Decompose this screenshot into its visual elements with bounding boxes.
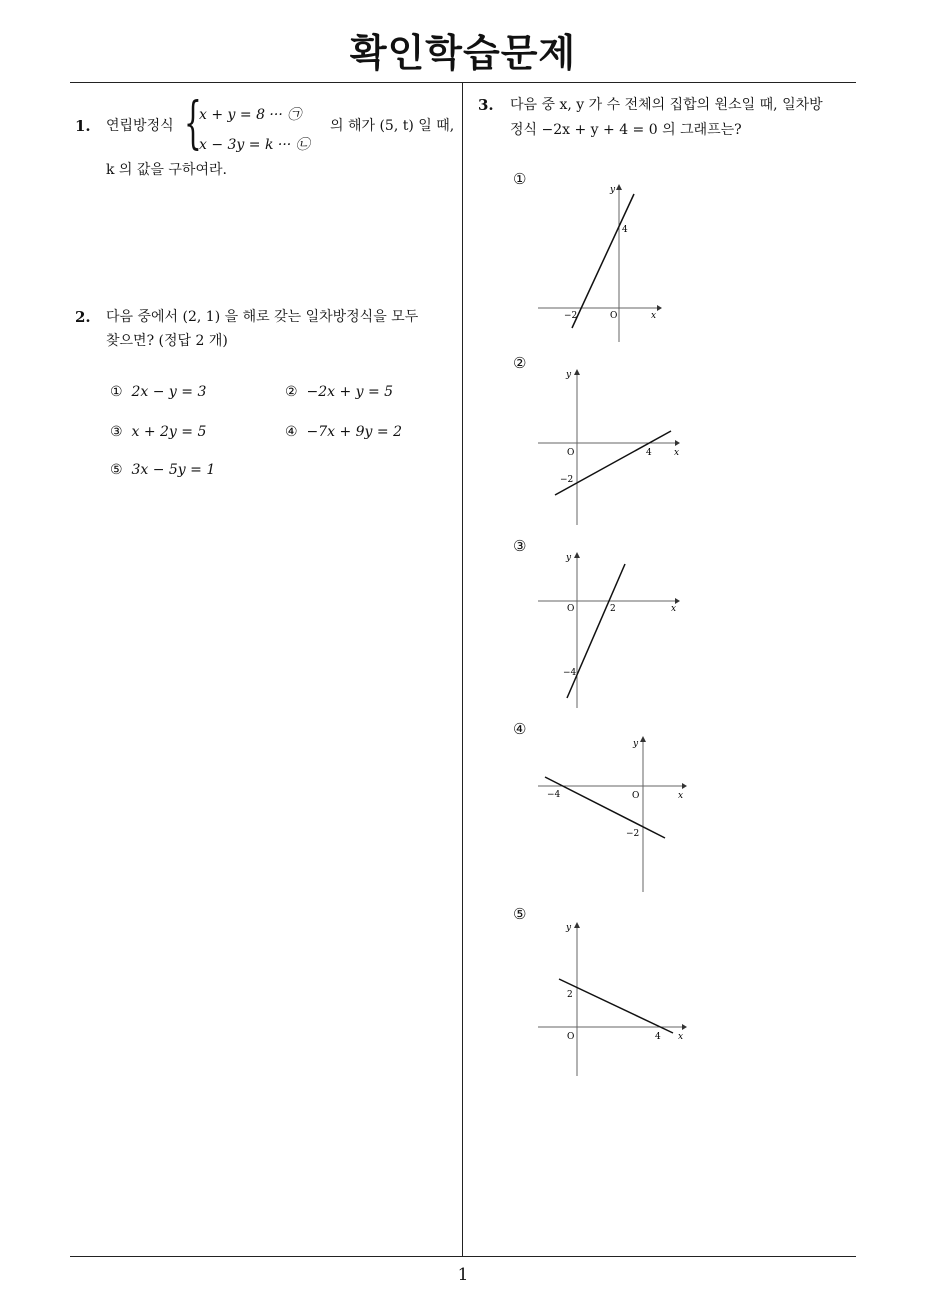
origin-label: O xyxy=(567,1032,575,1042)
header-rule xyxy=(70,82,856,83)
q1-prefix: 연립방정식 xyxy=(106,118,174,134)
choice-mark: ③ xyxy=(110,424,123,440)
q3-line1: 다음 중 x, y 가 수 전체의 집합의 원소일 때, 일차방 xyxy=(510,97,823,113)
q3-graph-5[interactable] xyxy=(530,918,690,1083)
y-intercept-label: 4 xyxy=(622,225,628,235)
x-intercept-label: 4 xyxy=(655,1032,661,1042)
q1-line2: k 의 값을 구하여라. xyxy=(106,162,227,178)
choice-text: 2x − y = 3 xyxy=(131,384,207,400)
y-intercept-label: −2 xyxy=(560,475,574,485)
x-intercept-label: 4 xyxy=(646,448,652,458)
choice-mark: ① xyxy=(110,384,123,400)
q3-graph-3[interactable] xyxy=(530,548,690,713)
q2-choice-5[interactable] xyxy=(110,462,215,478)
q3-choice-2-mark[interactable]: ② xyxy=(513,354,527,372)
x-intercept-label: 2 xyxy=(610,604,616,614)
x-intercept-label: −2 xyxy=(564,311,578,321)
origin-label: O xyxy=(567,448,575,458)
q3-graph-4[interactable] xyxy=(530,732,690,897)
x-axis-label: x xyxy=(674,448,680,458)
q1-eq1: x + y = 8 ··· ㉠ xyxy=(199,107,302,123)
footer-rule xyxy=(70,1256,856,1257)
x-axis-label: x xyxy=(678,791,684,801)
choice-text: x + 2y = 5 xyxy=(131,424,207,440)
q3-number: 3. xyxy=(478,96,494,114)
y-intercept-label: 2 xyxy=(567,990,573,1000)
q2-number: 2. xyxy=(75,308,91,326)
x-axis-label: x xyxy=(678,1032,684,1042)
q1-suffix: 의 해가 (5, t) 일 때, xyxy=(330,118,455,134)
y-axis-label: y xyxy=(633,739,639,749)
q3-graph-2[interactable] xyxy=(530,365,690,530)
x-axis-label: x xyxy=(651,311,657,321)
q3-choice-1-mark[interactable]: ① xyxy=(513,170,527,188)
q2-choice-2[interactable] xyxy=(285,384,393,400)
column-divider xyxy=(462,83,463,1256)
choice-mark: ④ xyxy=(285,424,298,440)
q3-line2: 정식 −2x + y + 4 = 0 의 그래프는? xyxy=(510,122,742,138)
q2-choice-4[interactable] xyxy=(285,424,402,440)
y-intercept-label: −4 xyxy=(563,668,577,678)
x-intercept-label: −4 xyxy=(547,790,561,800)
q3-choice-3-mark[interactable]: ③ xyxy=(513,537,527,555)
q1-eq2: x − 3y = k ··· ㉡ xyxy=(199,137,310,153)
x-axis-label: x xyxy=(671,604,677,614)
q2-line2: 찾으면? (정답 2 개) xyxy=(106,333,228,349)
q3-graph-1[interactable] xyxy=(530,180,670,345)
y-intercept-label: −2 xyxy=(626,829,640,839)
q2-choice-1[interactable] xyxy=(110,384,206,400)
origin-label: O xyxy=(567,604,575,614)
page-title: 확인학습문제 xyxy=(349,31,577,75)
y-axis-label: y xyxy=(566,370,572,380)
q1-number: 1. xyxy=(75,117,91,135)
choice-mark: ② xyxy=(285,384,298,400)
page-number: 1 xyxy=(457,1265,469,1285)
origin-label: O xyxy=(632,791,640,801)
choice-text: −2x + y = 5 xyxy=(306,384,394,400)
origin-label: O xyxy=(610,311,618,321)
q2-choice-3[interactable] xyxy=(110,424,206,440)
choice-text: 3x − 5y = 1 xyxy=(131,462,216,478)
choice-text: −7x + 9y = 2 xyxy=(306,424,402,440)
q3-choice-4-mark[interactable]: ④ xyxy=(513,720,527,738)
y-axis-label: y xyxy=(610,185,616,195)
y-axis-label: y xyxy=(566,553,572,563)
q2-line1: 다음 중에서 (2, 1) 을 해로 갖는 일차방정식을 모두 xyxy=(106,309,419,325)
q1-brace: { xyxy=(184,91,202,156)
q3-choice-5-mark[interactable]: ⑤ xyxy=(513,905,527,923)
choice-mark: ⑤ xyxy=(110,462,123,478)
y-axis-label: y xyxy=(566,923,572,933)
